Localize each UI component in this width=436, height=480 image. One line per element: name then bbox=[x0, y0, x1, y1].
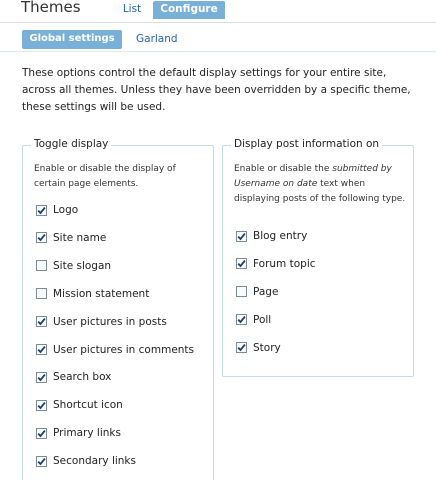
toggle-display-fieldset bbox=[22, 138, 214, 480]
checkmark-icon bbox=[237, 259, 246, 268]
toggle-logo-checkbox[interactable] bbox=[36, 205, 47, 216]
subtab-garland[interactable]: Garland bbox=[136, 33, 178, 45]
toggle-shortcut-icon-checkbox[interactable] bbox=[36, 400, 47, 411]
toggle-mission-statement-label: Mission statement bbox=[53, 287, 150, 300]
post-info-desc-before: Enable or disable the bbox=[234, 164, 333, 174]
post-info-forum-topic-checkbox[interactable] bbox=[236, 258, 247, 269]
subtab-global-settings[interactable]: Global settings bbox=[22, 30, 122, 49]
toggle-search-box-label: Search box bbox=[53, 371, 112, 384]
checkmark-icon bbox=[37, 345, 46, 354]
toggle-user-pictures-in-posts-checkbox[interactable] bbox=[36, 316, 47, 327]
toggle-user-pictures-in-posts-label: User pictures in posts bbox=[53, 315, 167, 328]
toggle-display-description: Enable or disable the display of certain page elements. bbox=[34, 164, 176, 189]
toggle-site-name-option[interactable] bbox=[36, 230, 106, 246]
post-info-forum-topic-label: Forum topic bbox=[253, 257, 316, 270]
checkmark-icon bbox=[37, 373, 46, 382]
toggle-primary-links-label: Primary links bbox=[53, 427, 121, 440]
toggle-mission-statement-checkbox[interactable] bbox=[36, 288, 47, 299]
checkmark-icon bbox=[37, 206, 46, 215]
toggle-site-name-label: Site name bbox=[53, 231, 107, 244]
toggle-primary-links-option[interactable] bbox=[36, 425, 121, 441]
toggle-search-box-option[interactable] bbox=[36, 369, 111, 385]
toggle-display-legend: Toggle display bbox=[31, 138, 111, 150]
post-info-desc-em: submitted by Username on date bbox=[234, 164, 392, 189]
tab-list[interactable]: List bbox=[122, 3, 142, 15]
toggle-logo-label: Logo bbox=[53, 204, 79, 216]
post-info-blog-entry-checkbox[interactable] bbox=[236, 231, 247, 242]
post-info-poll-label: Poll bbox=[253, 313, 272, 326]
toggle-secondary-links-label: Secondary links bbox=[53, 455, 136, 468]
checkmark-icon bbox=[37, 457, 46, 466]
post-info-page-option[interactable] bbox=[236, 284, 278, 300]
post-info-story-label: Story bbox=[253, 341, 281, 354]
checkmark-icon bbox=[37, 317, 46, 326]
page-title: Themes bbox=[21, 0, 81, 16]
checkmark-icon bbox=[37, 401, 46, 410]
toggle-search-box-checkbox[interactable] bbox=[36, 372, 47, 383]
toggle-secondary-links-option[interactable] bbox=[36, 453, 136, 469]
post-info-fieldset bbox=[222, 138, 414, 377]
secondary-tabs bbox=[0, 22, 436, 52]
post-info-poll-option[interactable] bbox=[236, 312, 271, 328]
toggle-site-slogan-option[interactable] bbox=[36, 258, 111, 274]
post-info-poll-checkbox[interactable] bbox=[236, 314, 247, 325]
toggle-user-pictures-in-comments-checkbox[interactable] bbox=[36, 344, 47, 355]
toggle-mission-statement-option[interactable] bbox=[36, 286, 149, 302]
toggle-primary-links-checkbox[interactable] bbox=[36, 428, 47, 439]
post-info-blog-entry-label: Blog entry bbox=[253, 230, 308, 242]
toggle-site-slogan-label: Site slogan bbox=[53, 259, 112, 272]
intro-text: These options control the default display settings for your entire site, across all themes. Unless they have been overridden by a specific theme, these settings will be used. bbox=[22, 67, 411, 113]
post-info-description bbox=[234, 162, 409, 207]
post-info-story-checkbox[interactable] bbox=[236, 342, 247, 353]
checkmark-icon bbox=[237, 343, 246, 352]
toggle-secondary-links-checkbox[interactable] bbox=[36, 456, 47, 467]
toggle-site-name-checkbox[interactable] bbox=[36, 232, 47, 243]
post-info-page-checkbox[interactable] bbox=[236, 286, 247, 297]
header bbox=[0, 0, 436, 22]
toggle-site-slogan-checkbox[interactable] bbox=[36, 260, 47, 271]
toggle-user-pictures-in-comments-option[interactable] bbox=[36, 342, 194, 358]
checkmark-icon bbox=[237, 232, 246, 241]
post-info-desc-after: text when displaying posts of the following type. bbox=[234, 179, 406, 204]
toggle-logo-option[interactable] bbox=[36, 202, 78, 218]
checkmark-icon bbox=[237, 315, 246, 324]
post-info-forum-topic-option[interactable] bbox=[236, 256, 316, 272]
post-info-page-label: Page bbox=[253, 285, 279, 298]
checkmark-icon bbox=[37, 429, 46, 438]
post-info-blog-entry-option[interactable] bbox=[236, 228, 307, 244]
tab-configure[interactable]: Configure bbox=[153, 1, 225, 19]
toggle-shortcut-icon-option[interactable] bbox=[36, 397, 123, 413]
post-info-legend: Display post information on bbox=[231, 138, 382, 150]
toggle-user-pictures-in-posts-option[interactable] bbox=[36, 314, 167, 330]
checkmark-icon bbox=[37, 233, 46, 242]
post-info-story-option[interactable] bbox=[236, 340, 281, 356]
toggle-user-pictures-in-comments-label: User pictures in comments bbox=[53, 343, 195, 356]
toggle-shortcut-icon-label: Shortcut icon bbox=[53, 399, 123, 412]
